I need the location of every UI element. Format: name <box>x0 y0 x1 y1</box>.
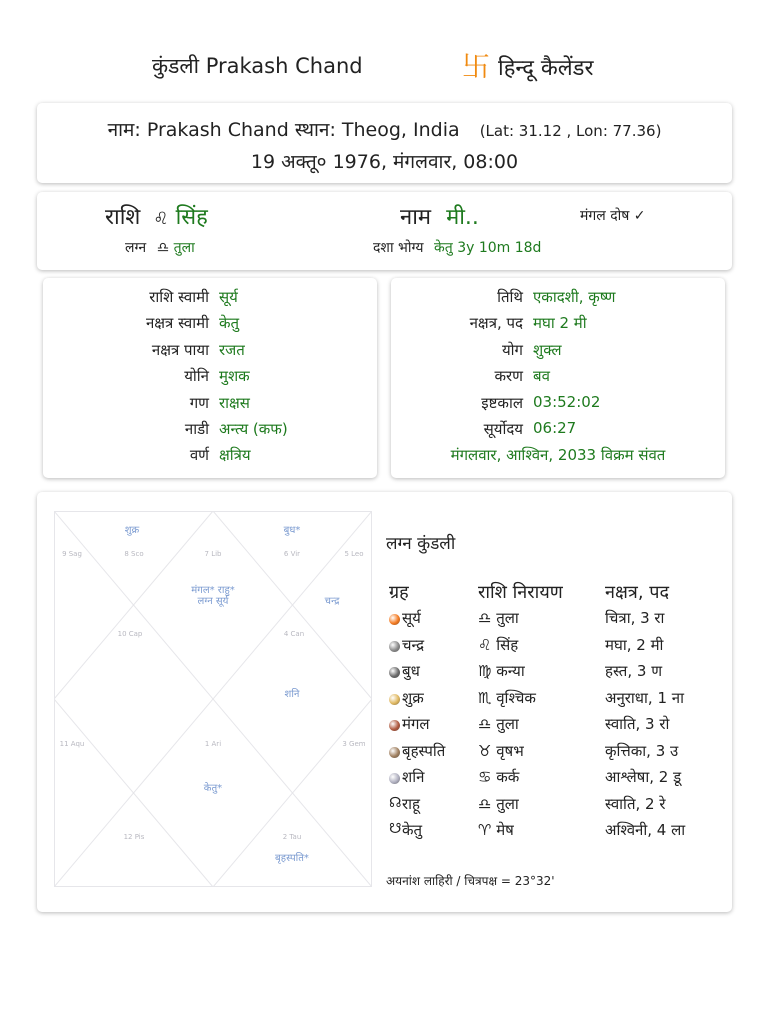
detail-row <box>43 419 377 445</box>
jupiter-icon <box>389 747 400 758</box>
planet-nakshatra: अनुराधा, 1 ना <box>605 688 684 707</box>
detail-value: राक्षस <box>219 394 250 412</box>
planet-name: शनि <box>402 768 425 786</box>
planet-rashi: ♎ तुला <box>478 794 519 813</box>
rahu-icon: ☊ <box>389 794 402 811</box>
name-label: नाम: <box>107 119 141 141</box>
detail-value: अन्त्य (कफ) <box>219 420 288 438</box>
ketu-icon: ☋ <box>389 821 402 837</box>
planet-label: शनि <box>284 689 300 700</box>
detail-key: योग <box>501 341 523 359</box>
planet-name: बुध <box>402 662 420 680</box>
planet-nakshatra: अश्विनी, 4 ला <box>605 821 686 839</box>
sign-label: 11 Aqu <box>59 740 85 748</box>
sign-label: 10 Cap <box>117 630 143 638</box>
sign-label: 3 Gem <box>342 740 366 748</box>
detail-value: 03:52:02 <box>533 393 601 411</box>
detail-value: केतु <box>219 314 240 332</box>
lagna-row <box>125 238 195 257</box>
sign-label: 1 Ari <box>204 740 222 748</box>
planet-label: चन्द्र <box>324 596 340 607</box>
column-header-nakshatra: नक्षत्र, पद <box>605 582 670 603</box>
planet-rashi: ♋ कर्क <box>478 768 520 786</box>
planet-nakshatra: कृत्तिका, 3 उ <box>605 741 679 760</box>
detail-value: बव <box>533 367 550 385</box>
venus-icon <box>389 694 400 705</box>
planet-nakshatra: स्वाति, 2 रे <box>605 794 666 813</box>
planet-label: बृहस्पति* <box>275 853 309 864</box>
planet-row <box>389 608 719 634</box>
detail-row <box>391 313 725 339</box>
chart-grid <box>54 511 372 887</box>
planet-name: शुक्र <box>402 688 424 707</box>
detail-row <box>43 393 377 419</box>
birth-datetime: 19 अक्तू० 1976, मंगलवार, 08:00 <box>250 151 519 173</box>
rashi-value: सिंह <box>175 205 208 230</box>
detail-value: एकादशी, कृष्ण <box>533 288 616 306</box>
detail-key: योनि <box>184 367 209 385</box>
detail-key: नक्षत्र, पद <box>469 314 523 332</box>
detail-value: रजत <box>219 341 245 359</box>
detail-row <box>391 419 725 445</box>
planet-rashi: ♉ वृषभ <box>478 741 524 760</box>
detail-key: सूर्योदय <box>483 420 523 438</box>
panchang-card <box>391 278 725 478</box>
person-line <box>37 116 732 142</box>
lagna-value: तुला <box>173 240 195 256</box>
detail-key: गण <box>189 394 209 412</box>
planet-nakshatra: आश्लेषा, 2 डू <box>605 768 682 786</box>
planet-label: शुक्र <box>124 525 140 536</box>
planet-labels <box>125 525 340 864</box>
detail-value: 06:27 <box>533 419 577 437</box>
detail-row <box>43 287 377 313</box>
rashi-row <box>105 201 208 231</box>
mercury-icon <box>389 667 400 678</box>
person-name: Prakash Chand <box>146 119 289 141</box>
sign-label: 12 Pis <box>123 833 145 841</box>
lagna-label: लग्न <box>125 240 147 256</box>
planet-row <box>389 794 719 820</box>
planet-name: चन्द्र <box>402 635 425 654</box>
planet-rashi: ♍ कन्या <box>478 662 525 680</box>
planet-rashi: ♏ वृश्चिक <box>478 688 536 707</box>
planet-row <box>389 714 719 740</box>
detail-row <box>43 445 377 471</box>
dasha-row <box>373 238 541 257</box>
planet-rashi: ♎ तुला <box>478 609 519 627</box>
page-header <box>0 52 768 84</box>
summary-card <box>37 192 732 270</box>
detail-row <box>391 340 725 366</box>
planet-rashi: ♎ तुला <box>478 715 519 733</box>
detail-row <box>391 393 725 419</box>
detail-value: मुशक <box>219 367 250 385</box>
detail-row <box>43 340 377 366</box>
saturn-icon <box>389 773 400 784</box>
detail-row <box>43 366 377 392</box>
detail-key: वर्ण <box>189 446 209 464</box>
planet-row <box>389 688 719 714</box>
planet-name: राहू <box>402 794 420 813</box>
planet-row <box>389 820 719 846</box>
place-label: स्थान: <box>294 119 336 141</box>
samvat-line: मंगलवार, आश्विन, 2033 विक्रम संवत <box>450 446 666 464</box>
rashi-label: राशि <box>105 205 141 230</box>
sign-label: 6 Vir <box>283 550 301 558</box>
detail-key: करण <box>494 367 523 385</box>
planet-label: केतु* <box>203 783 223 794</box>
detail-key: नक्षत्र पाया <box>151 341 209 359</box>
detail-value: क्षत्रिय <box>219 446 251 464</box>
planet-row <box>389 741 719 767</box>
planet-nakshatra: स्वाति, 3 रो <box>605 715 670 733</box>
planet-nakshatra: चित्रा, 3 रा <box>605 609 665 627</box>
brand[interactable] <box>462 52 593 82</box>
sign-label: 9 Sag <box>62 550 82 558</box>
leo-icon: ♌ <box>153 209 169 229</box>
brand-name: हिन्दू कैलेंडर <box>498 56 594 81</box>
dasha-value: केतु 3y 10m 18d <box>434 240 542 256</box>
sign-label: 5 Leo <box>344 550 364 558</box>
planet-rashi: ♌ सिंह <box>478 635 519 654</box>
planet-rashi: ♈ मेष <box>478 821 514 839</box>
column-header-planet: ग्रह <box>389 582 409 603</box>
moon-icon <box>389 641 400 652</box>
detail-row <box>391 366 725 392</box>
libra-icon: ♎ <box>156 240 170 256</box>
planet-label: मंगल* राहु* <box>191 585 235 596</box>
sign-label: 7 Lib <box>204 550 222 558</box>
ayanamsha-note: अयनांश लाहिरी / चित्रपक्ष = 23°32' <box>386 874 555 888</box>
coordinates: (Lat: 31.12 , Lon: 77.36) <box>479 122 662 140</box>
detail-key: नक्षत्र स्वामी <box>145 314 209 332</box>
column-header-rashi: राशि निरायण <box>478 582 563 603</box>
planet-name: सूर्य <box>402 609 421 627</box>
detail-value: सूर्य <box>219 288 238 306</box>
person-card <box>37 103 732 183</box>
swastika-icon: 卐 <box>462 50 491 83</box>
planet-name: बृहस्पति <box>402 741 446 760</box>
mangal-dosh: मंगल दोष ✓ <box>580 208 646 224</box>
detail-value: शुक्ल <box>533 341 562 359</box>
planet-name: मंगल <box>402 715 430 733</box>
dasha-label: दशा भोग्य <box>373 240 424 256</box>
rashi-details-card <box>43 278 377 478</box>
planet-label: लग्न सूर्य <box>197 596 229 607</box>
mars-icon <box>389 720 400 731</box>
sign-label: 2 Tau <box>282 833 302 841</box>
detail-value: मघा 2 मी <box>533 314 587 332</box>
sign-label: 4 Can <box>283 630 305 638</box>
planet-row <box>389 661 719 687</box>
planet-name: केतु <box>402 821 423 839</box>
naam-row <box>400 201 479 231</box>
sun-icon <box>389 614 400 625</box>
kundli-card <box>37 492 732 912</box>
planet-row <box>389 767 719 793</box>
planet-nakshatra: हस्त, 3 ण <box>605 662 663 680</box>
sign-label: 8 Sco <box>124 550 144 558</box>
detail-key: इष्टकाल <box>481 394 523 412</box>
naam-label: नाम <box>400 205 432 230</box>
place: Theog, India <box>341 119 460 141</box>
detail-row <box>43 313 377 339</box>
detail-row <box>391 287 725 313</box>
kundli-title: लग्न कुंडली <box>386 534 456 554</box>
planet-row <box>389 635 719 661</box>
planet-label: बुध* <box>283 525 301 536</box>
page-title: कुंडली Prakash Chand <box>152 54 363 78</box>
naam-value: मी.. <box>446 205 479 230</box>
kundli-chart <box>54 511 372 887</box>
detail-key: तिथि <box>497 288 523 306</box>
planet-nakshatra: मघा, 2 मी <box>605 635 664 654</box>
detail-key: नाडी <box>184 420 209 438</box>
detail-key: राशि स्वामी <box>149 288 209 306</box>
